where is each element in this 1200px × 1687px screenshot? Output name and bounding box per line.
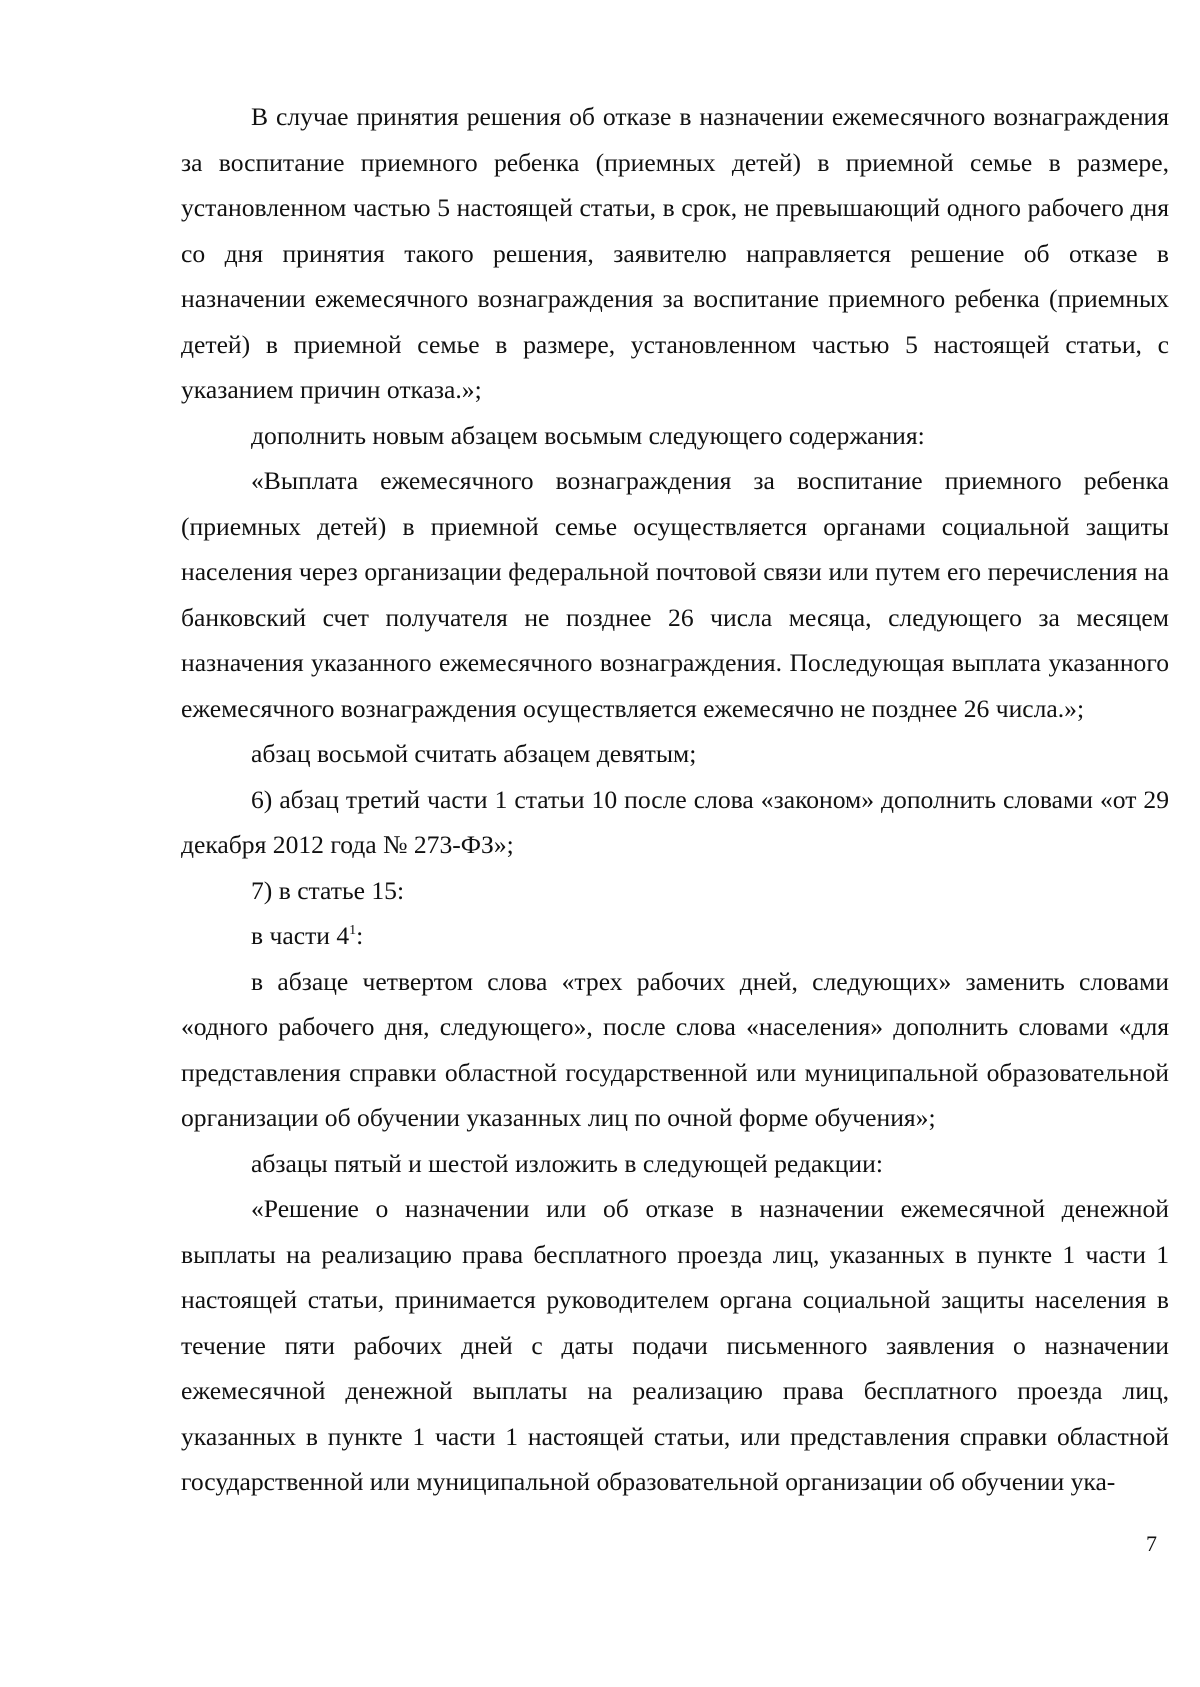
paragraph-renumber: абзац восьмой считать абзацем девятым;: [251, 739, 697, 768]
paragraph-refusal-notice: В случае принятия решения об отказе в назначении ежемесячного вознаграждения за воспитание приемного ребенка (приемных детей) в приемной семье в размере, установленном частью 5 настоящей статьи, в срок, не превышающий одного рабочего дня со дня принятия такого решения, заявителю направляется решение об отказе в назначении ежемесячного вознаграждения за воспитание приемного ребенка (приемных детей) в приемной семье в размере, установленном частью 5 настоящей статьи, с указанием причин отказа.»;: [181, 102, 1169, 404]
part-suffix: :: [356, 921, 364, 950]
paragraph-decision: «Решение о назначении или об отказе в назначении ежемесячной денежной выплаты на реализацию права бесплатного проезда лиц, указанных в пункте 1 части 1 настоящей статьи, принимается руководителем органа социальной защиты населения в течение пяти рабочих дней с даты подачи письменного заявления о назначении ежемесячной денежной выплаты на реализацию права бесплатного проезда лиц, указанных в пункте 1 части 1 настоящей статьи, или представления справки областной государственной или муниципальной образовательной организации об обучении ука-: [181, 1194, 1169, 1496]
part-superscript: 1: [349, 923, 357, 938]
paragraph-add-eighth: дополнить новым абзацем восьмым следующего содержания:: [251, 420, 925, 450]
paragraph-part-4-1: [181, 913, 1169, 959]
document-body: [181, 94, 1169, 1505]
page-number: 7: [1146, 1531, 1157, 1556]
paragraph-article-10: 6) абзац третий части 1 статьи 10 после слова «законом» дополнить словами «от 29 декабря 2012 года № 273-ФЗ»;: [181, 784, 1169, 859]
paragraph-article-15: 7) в статье 15:: [251, 875, 405, 905]
part-label: в части 4: [251, 921, 350, 950]
paragraph-fifth-sixth: абзацы пятый и шестой изложить в следующей редакции:: [251, 1148, 883, 1178]
paragraph-payment-terms: «Выплата ежемесячного вознаграждения за воспитание приемного ребенка (приемных детей) в приемной семье осуществляется органами социальной защиты населения через организации федеральной почтовой связи или путем его перечисления на банковский счет получателя не позднее 26 числа месяца, следующего за месяцем назначения указанного ежемесячного вознаграждения. Последующая выплата указанного ежемесячного вознаграждения осуществляется ежемесячно не позднее 26 числа.»;: [181, 466, 1169, 723]
paragraph-fourth-amendment: в абзаце четвертом слова «трех рабочих дней, следующих» заменить словами «одного рабочего дня, следующего», после слова «населения» дополнить словами «для представления справки областной государственной или муниципальной образовательной организации об обучении указанных лиц по очной форме обучения»;: [181, 966, 1169, 1132]
